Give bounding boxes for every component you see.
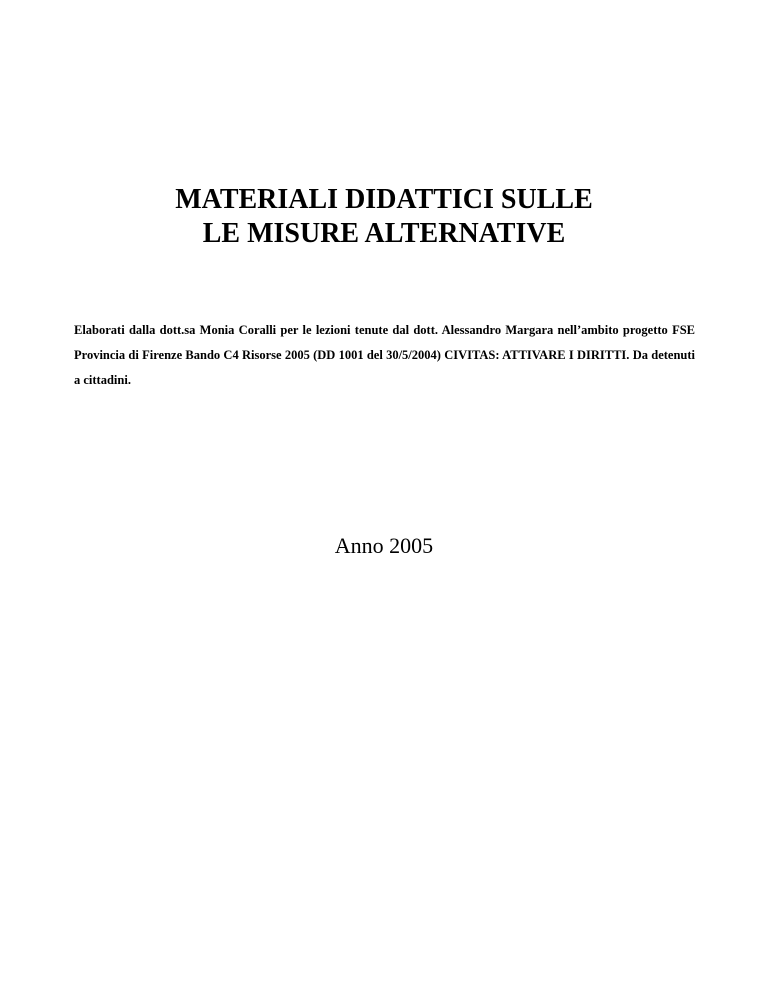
title-line-2: LE MISURE ALTERNATIVE [202, 218, 566, 249]
document-description: Elaborati dalla dott.sa Monia Coralli per le lezioni tenute dal dott. Alessandro Margara nell’ambito progetto FSE Provincia di Firenze Bando C4 Risorse 2005 (DD 1001 del 30/5/2004) CIVITAS: ATTIVARE I DIRITTI. Da detenuti a cittadini. [74, 323, 695, 387]
title-line-1: MATERIALI DIDATTICI SULLE [175, 184, 593, 215]
document-year: Anno 2005 [334, 533, 434, 558]
document-title [72, 183, 696, 251]
